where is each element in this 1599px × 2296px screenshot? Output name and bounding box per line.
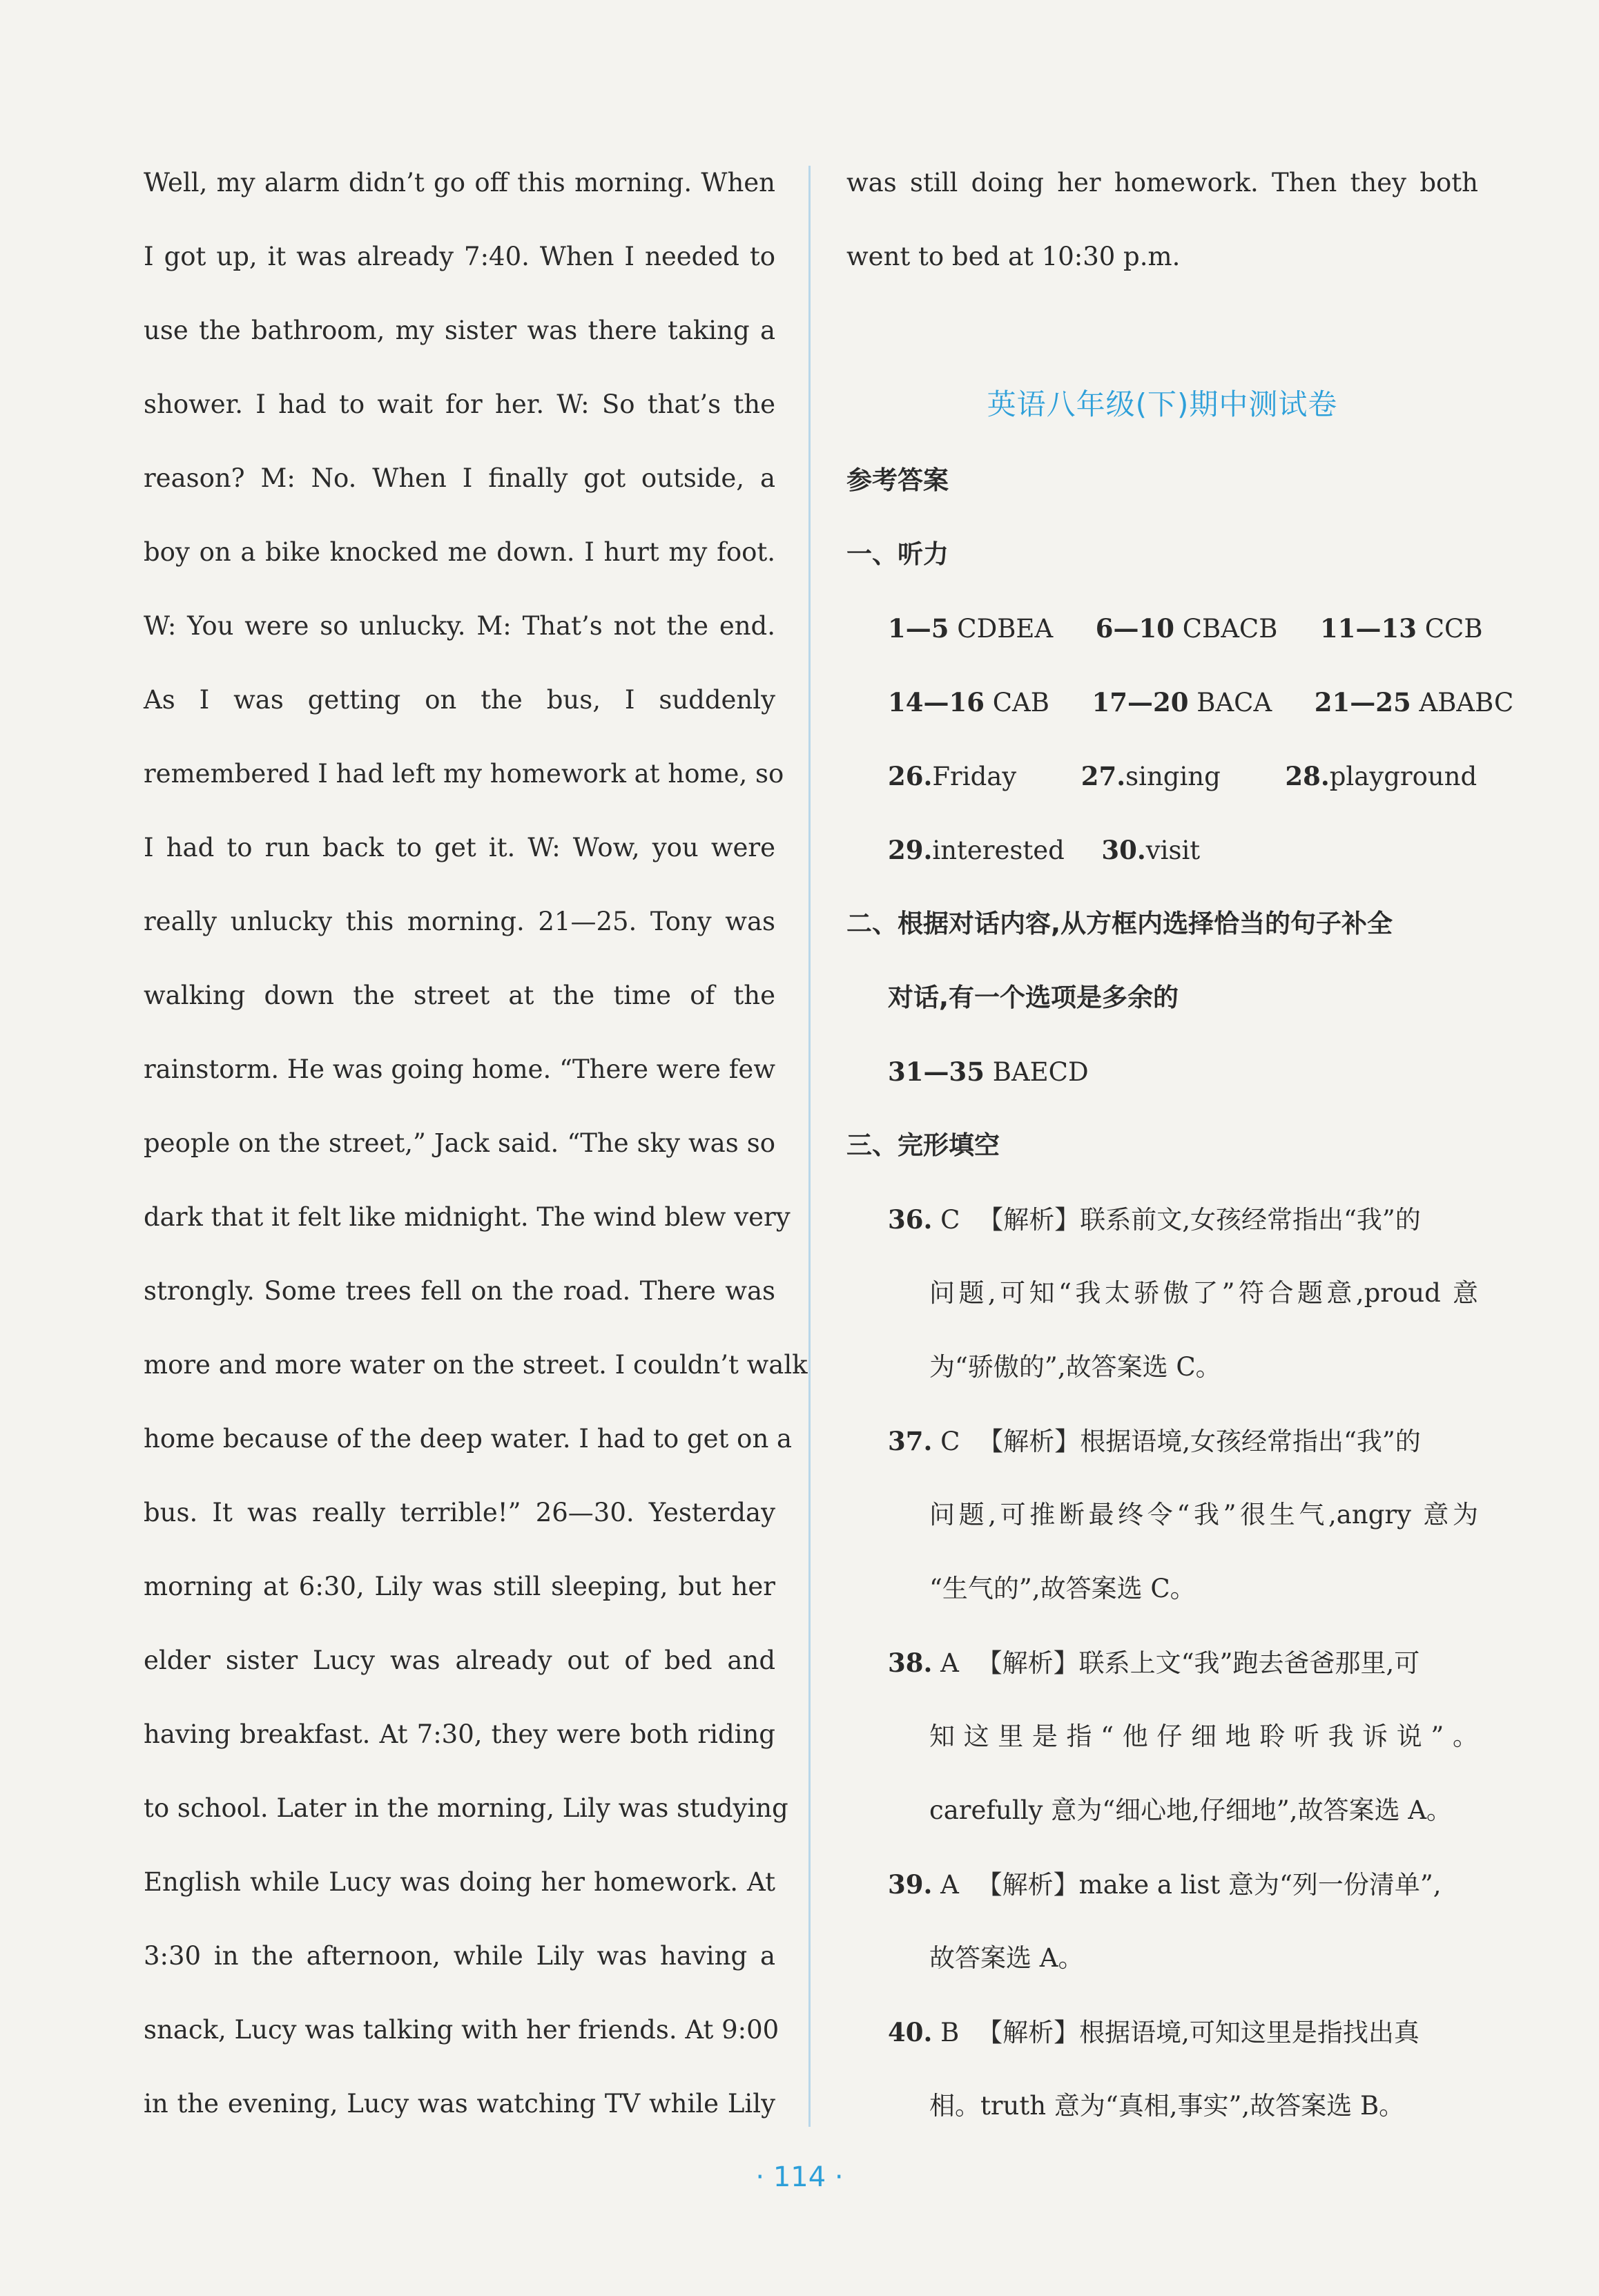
analysis-tag: 【解析】: [976, 1870, 1079, 1900]
section-2-title: 二、根据对话内容,从方框内选择恰当的句子补全: [846, 909, 1393, 938]
analysis-tag: 【解析】: [977, 2018, 1080, 2047]
text-line: snack, Lucy was talking with her friends. At 9:00: [144, 2015, 779, 2045]
section-2-title-cont: 对话,有一个选项是多余的: [888, 983, 1179, 1012]
question-number: 40.: [888, 2017, 933, 2047]
question-answer: C: [940, 1205, 960, 1235]
text-line: walking down the street at the time of the: [144, 981, 775, 1010]
question-answer: A: [940, 1648, 959, 1678]
answer-number: 17—20: [1092, 687, 1189, 717]
text-line: Well, my alarm didn’t go off this morning. When: [144, 168, 775, 197]
answer-value: ABABC: [1419, 688, 1514, 717]
text-line: rainstorm. He was going home. “There were few: [144, 1054, 775, 1084]
q36-line: [888, 1202, 1478, 1237]
answer-value: CDBEA: [957, 614, 1054, 644]
text-line: remembered I had left my homework at home, so: [144, 759, 784, 789]
answer-number: 29.: [888, 835, 933, 865]
test-title: 英语八年级(下)期中测试卷: [987, 387, 1338, 421]
text-line: having breakfast. At 7:30, they were both riding: [144, 1719, 775, 1749]
text-line: was still doing her homework. Then they both: [846, 168, 1478, 197]
answer-value: BACA: [1196, 688, 1272, 717]
explanation-line: 相。truth 意为“真相,事实”,故答案选 B。: [929, 2091, 1405, 2121]
explanation-line: “生气的”,故答案选 C。: [929, 1574, 1196, 1603]
answer-value: playground: [1329, 762, 1477, 791]
answer-number: 6—10: [1095, 613, 1174, 644]
text-line: people on the street,” Jack said. “The sky was so: [144, 1128, 775, 1158]
explanation-text: 根据语境,女孩经常指出“我”的: [1080, 1427, 1421, 1456]
q37-line: [888, 1424, 1478, 1459]
answer-number: 27.: [1080, 761, 1126, 791]
text-line: reason? M: No. When I finally got outside, a: [144, 463, 775, 493]
answer-value: BAECD: [992, 1057, 1089, 1087]
explanation-line: 为“骄傲的”,故答案选 C。: [929, 1352, 1221, 1382]
question-number: 38.: [888, 1648, 933, 1678]
text-line: more and more water on the street. I couldn’t walk: [144, 1350, 808, 1380]
answer-value: CCB: [1424, 614, 1483, 644]
question-number: 37.: [888, 1426, 933, 1456]
explanation-line: 问题,可知“我太骄傲了”符合题意,proud 意: [929, 1278, 1478, 1308]
explanation-line: carefully 意为“细心地,仔细地”,故答案选 A。: [929, 1795, 1453, 1825]
text-line: home because of the deep water. I had to get on a: [144, 1424, 793, 1454]
question-number: 36.: [888, 1204, 933, 1235]
answer-number: 28.: [1285, 761, 1330, 791]
answer-value: CAB: [992, 688, 1049, 717]
question-answer: B: [940, 2018, 960, 2047]
listening-row: [888, 685, 1520, 720]
text-line: I had to run back to get it. W: Wow, you were: [144, 833, 775, 862]
q40-line: [888, 2015, 1478, 2050]
text-line: shower. I had to wait for her. W: So that’s the: [144, 389, 775, 419]
answer-number: 1—5: [888, 613, 949, 644]
answer-value: Friday: [932, 762, 1017, 791]
answer-number: 21—25: [1314, 687, 1411, 717]
text-line: elder sister Lucy was already out of bed and: [144, 1646, 775, 1675]
text-line: W: You were so unlucky. M: That’s not the end.: [144, 611, 775, 641]
answers-heading: 参考答案: [846, 465, 949, 495]
text-line: strongly. Some trees fell on the road. There was: [144, 1276, 775, 1306]
text-line: went to bed at 10:30 p.m.: [846, 242, 1181, 271]
answer-number: 30.: [1101, 835, 1146, 865]
answer-value: singing: [1125, 762, 1221, 791]
text-line: to school. Later in the morning, Lily was studying: [144, 1793, 788, 1823]
question-answer: A: [940, 1870, 959, 1900]
text-line: morning at 6:30, Lily was still sleeping, but her: [144, 1572, 775, 1601]
page-number: · 114 ·: [755, 2161, 844, 2193]
explanation-line: 知这里是指“他仔细地聆听我诉说”。: [929, 1721, 1478, 1751]
text-line: boy on a bike knocked me down. I hurt my foot.: [144, 537, 775, 567]
question-answer: C: [940, 1427, 960, 1456]
text-line: use the bathroom, my sister was there taking a: [144, 316, 775, 345]
column-divider: [808, 166, 811, 2127]
answer-number: 14—16: [888, 687, 985, 717]
analysis-tag: 【解析】: [978, 1427, 1080, 1456]
text-line: dark that it felt like midnight. The wind blew very: [144, 1202, 791, 1232]
listening-row: [888, 759, 1520, 794]
answer-number: 26.: [888, 761, 933, 791]
answer-value: visit: [1145, 836, 1201, 865]
text-line: I got up, it was already 7:40. When I needed to: [144, 242, 775, 271]
explanation-text: 联系上文“我”跑去爸爸那里,可: [1078, 1648, 1420, 1678]
answer-number: 31—35: [888, 1057, 985, 1087]
section-3-title: 三、完形填空: [846, 1130, 1000, 1160]
text-line: bus. It was really terrible!” 26—30. Yesterday: [144, 1498, 775, 1527]
text-line: English while Lucy was doing her homework. At: [144, 1867, 775, 1897]
question-number: 39.: [888, 1869, 933, 1900]
text-line: As I was getting on the bus, I suddenly: [144, 685, 775, 715]
analysis-tag: 【解析】: [976, 1648, 1079, 1678]
listening-row: [888, 833, 1520, 868]
section-1-title: 一、听力: [846, 539, 949, 569]
text-line: in the evening, Lucy was watching TV while Lily: [144, 2089, 775, 2119]
explanation-line: 故答案选 A。: [929, 1943, 1084, 1973]
q38-line: [888, 1646, 1478, 1681]
q39-line: [888, 1867, 1478, 1902]
answer-value: CBACB: [1182, 614, 1278, 644]
explanation-text: make a list 意为“列一份清单”,: [1078, 1870, 1442, 1900]
explanation-text: 联系前文,女孩经常指出“我”的: [1080, 1205, 1421, 1235]
explanation-text: 根据语境,可知这里是指找出真: [1079, 2018, 1419, 2047]
section-2-answer: [888, 1054, 1520, 1090]
answer-number: 11—13: [1319, 613, 1417, 644]
text-line: really unlucky this morning. 21—25. Tony was: [144, 907, 775, 936]
listening-row: [888, 611, 1520, 646]
analysis-tag: 【解析】: [978, 1205, 1080, 1235]
text-line: 3:30 in the afternoon, while Lily was having a: [144, 1941, 775, 1971]
explanation-line: 问题,可推断最终令“我”很生气,angry 意为: [929, 1500, 1478, 1530]
answer-value: interested: [932, 836, 1065, 865]
